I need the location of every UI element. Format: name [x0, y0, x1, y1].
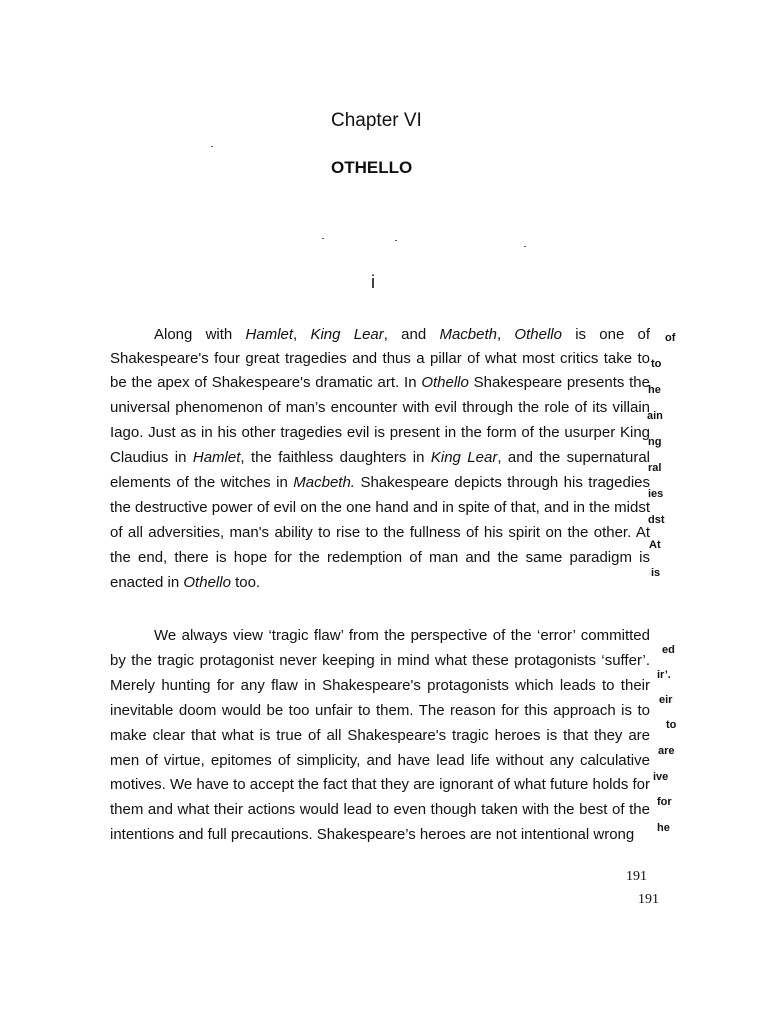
text-line	[110, 549, 650, 566]
margin-fragment: to	[651, 358, 662, 370]
text-segment: enacted in	[110, 574, 184, 591]
text-segment: We always view ‘tragic flaw’ from the perspective of the ‘error’ committed	[154, 627, 650, 644]
italic-title: Othello	[514, 326, 562, 343]
text-segment: ,	[293, 326, 311, 343]
margin-fragment: of	[665, 332, 676, 344]
margin-fragment: ng	[648, 436, 662, 448]
text-line	[110, 499, 650, 516]
margin-fragment: he	[657, 822, 670, 834]
text-segment: Shakespeare's four great tragedies and thus a pillar of what most critics take to	[110, 350, 650, 367]
text-segment: of all adversities, man's ability to rise to the fullness of his spirit on the other. At	[110, 524, 650, 541]
italic-title: Othello	[183, 574, 231, 591]
italic-title: Macbeth	[439, 326, 497, 343]
text-segment: motives. We have to accept the fact that they are ignorant of what future holds for	[110, 776, 651, 793]
text-line	[110, 574, 260, 591]
text-segment: make clear that what is true of all Shakespeare's tragic heroes is that they are	[110, 727, 650, 744]
text-segment: the end, there is hope for the redemption of man and the same paradigm is	[110, 549, 650, 566]
margin-fragment: ed	[662, 644, 675, 656]
page-number-duplicate: 191	[638, 892, 659, 907]
margin-fragment: ive	[653, 771, 669, 783]
text-line	[154, 627, 650, 644]
text-segment: them and what their actions would lead to even though taken with the best of the	[110, 801, 650, 818]
text-segment: is one of	[561, 326, 651, 343]
text-line	[110, 776, 650, 793]
margin-fragment: ral	[648, 462, 662, 474]
text-segment: , and	[383, 326, 440, 343]
text-line	[110, 399, 650, 416]
text-line	[110, 374, 650, 391]
margin-fragment: dst	[648, 514, 665, 526]
text-segment: Shakespeare depicts through his tragedies	[354, 474, 650, 491]
margin-fragment: ir’.	[657, 669, 671, 681]
margin-fragment: eir	[659, 694, 673, 706]
text-line	[110, 677, 650, 694]
scan-speck	[395, 240, 397, 241]
text-line	[110, 826, 634, 843]
text-segment: inevitable doom would be too unfair to them. The reason for this approach is to	[110, 702, 650, 719]
text-segment: elements of the witches in	[110, 474, 294, 491]
text-line	[110, 752, 650, 769]
text-segment: be the apex of Shakespeare's dramatic art. In	[110, 374, 422, 391]
text-line	[110, 727, 650, 744]
text-segment: by the tragic protagonist never keeping in mind what these protagonists ‘suffer’.	[110, 652, 650, 669]
text-line	[110, 801, 650, 818]
page-number: 191	[626, 869, 647, 884]
text-line	[110, 524, 650, 541]
italic-title: Othello	[421, 374, 469, 391]
scan-speck	[322, 238, 324, 239]
text-segment: men of virtue, epitomes of simplicity, and have lead life without any calculative	[110, 752, 650, 769]
text-segment: Along with	[154, 326, 246, 343]
text-segment: Claudius in	[110, 449, 193, 466]
section-number: i	[371, 272, 375, 292]
scan-speck	[524, 246, 526, 247]
text-segment: too.	[230, 574, 261, 591]
margin-fragment: is	[651, 567, 661, 579]
text-line	[154, 326, 650, 343]
text-line	[110, 449, 650, 466]
text-segment: the destructive power of evil on the one hand and in spite of that, and in the midst	[110, 499, 650, 516]
text-segment: intentions and full precautions. Shakespeare’s heroes are not intentional wrong	[110, 826, 635, 843]
italic-title: Hamlet	[192, 449, 241, 466]
margin-fragment: he	[648, 384, 661, 396]
margin-fragment: for	[657, 796, 672, 808]
scan-speck	[211, 146, 213, 147]
text-segment: , and the supernatural	[497, 449, 650, 466]
margin-fragment: At	[649, 539, 661, 551]
margin-fragment: ain	[647, 410, 663, 422]
text-segment: Shakespeare presents the	[468, 374, 650, 391]
text-segment: ,	[497, 326, 515, 343]
text-line	[110, 474, 650, 491]
chapter-label: Chapter VI	[331, 110, 422, 131]
text-segment: Merely hunting for any flaw in Shakespeare's protagonists which leads to their	[110, 677, 650, 694]
text-segment: universal phenomenon of man’s encounter with evil through the role of its villain	[110, 399, 650, 416]
margin-fragment: are	[658, 745, 675, 757]
italic-title: King Lear	[430, 449, 498, 466]
italic-title: King Lear	[310, 326, 384, 343]
margin-fragment: to	[666, 719, 677, 731]
italic-title: Macbeth.	[293, 474, 355, 491]
text-segment: , the faithless daughters in	[240, 449, 431, 466]
chapter-title: OTHELLO	[331, 158, 413, 177]
text-line	[110, 702, 650, 719]
margin-fragment: ies	[648, 488, 664, 500]
italic-title: Hamlet	[245, 326, 294, 343]
text-line	[110, 424, 650, 441]
text-line	[110, 350, 650, 367]
text-line	[110, 652, 650, 669]
text-segment: Iago. Just as in his other tragedies evil is present in the form of the usurper King	[110, 424, 650, 441]
